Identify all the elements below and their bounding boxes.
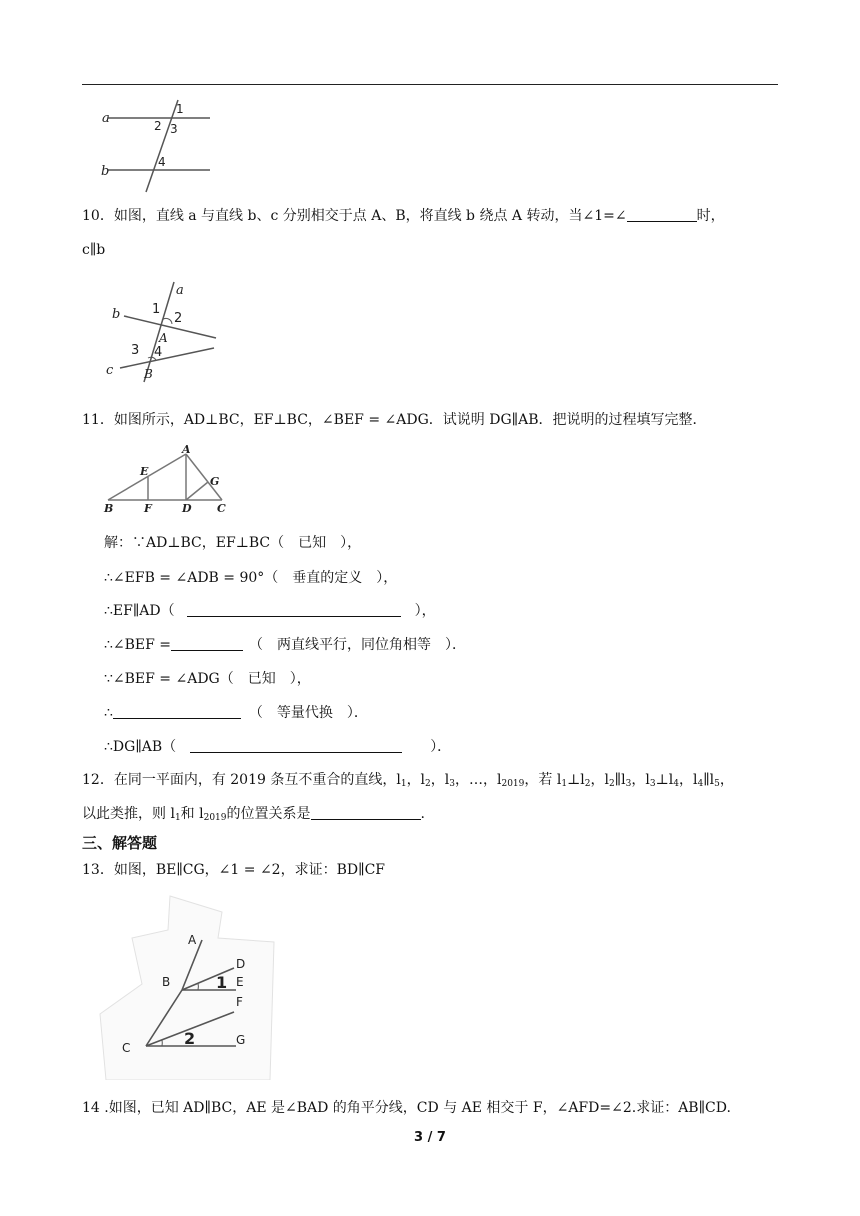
q11-step3-a: ∴EF∥AD（ xyxy=(104,603,175,619)
q11-step6-blank[interactable] xyxy=(113,703,241,719)
q11-step4-blank[interactable] xyxy=(171,635,243,651)
fig10-label-A: A xyxy=(159,331,168,345)
q11-step7-a: ∴DG∥AB（ xyxy=(104,739,177,755)
q12-line2: 以此类推，则 $l_1$和 $l_{2019}$的位置关系是 . xyxy=(82,806,425,823)
fig11-label-B: B xyxy=(104,502,114,514)
fig9-label-b: b xyxy=(101,164,110,179)
fig10-label-c: c xyxy=(106,363,114,378)
fig10-label-1: 1 xyxy=(152,302,161,317)
figure-q13 xyxy=(98,894,278,1080)
fig13-label-C: C xyxy=(122,1041,131,1055)
q11-step6-a: ∴ xyxy=(104,705,113,721)
header-rule xyxy=(82,84,778,85)
fig10-label-b: b xyxy=(112,307,121,322)
fig10-label-3: 3 xyxy=(131,343,140,358)
q11-step7-b: ）． xyxy=(430,739,452,755)
q10-text-b: 时， xyxy=(696,208,725,224)
q10-blank[interactable] xyxy=(627,206,697,222)
q11-step6 xyxy=(104,703,368,723)
q12-blank[interactable] xyxy=(311,804,421,820)
fig9-label-4: 4 xyxy=(158,155,166,169)
figure-q10 xyxy=(104,278,224,384)
q11-step3-b: ）， xyxy=(414,603,436,619)
q10-text-a: 10．如图，直线 a 与直线 b、c 分别相交于点 A、B，将直线 b 绕点 A 转动，当∠1=∠ xyxy=(82,208,627,224)
q11-step4-b: （ 两直线平行，同位角相等 ）． xyxy=(249,637,467,653)
q11-question: 11．如图所示，AD⊥BC，EF⊥BC，∠BEF = ∠ADG．试说明 DG∥AB．把说明的过程填写完整． xyxy=(82,412,707,428)
fig9-label-1: 1 xyxy=(176,102,184,116)
q11-step3 xyxy=(104,601,436,621)
q11-step6-b: （ 等量代换 ）． xyxy=(248,705,368,721)
fig13-label-G: G xyxy=(236,1033,246,1047)
q11-step4 xyxy=(104,635,466,655)
q13-question: 13．如图，BE∥CG，∠1 = ∠2，求证：BD∥CF xyxy=(82,862,385,878)
q11-step7-blank[interactable] xyxy=(190,737,402,753)
q10-line2: c∥b xyxy=(82,242,106,258)
fig13-label-D: D xyxy=(236,957,246,971)
section-title: 三、解答题 xyxy=(82,834,158,852)
fig10-label-B: B xyxy=(144,367,153,381)
q11-step5: ∵∠BEF = ∠ADG（ 已知 ）， xyxy=(104,671,311,687)
fig13-label-2: 2 xyxy=(184,1029,196,1048)
fig13-label-E: E xyxy=(236,975,244,989)
fig10-label-2: 2 xyxy=(174,311,183,326)
q12-line1: 12．在同一平面内，有 2019 条互不重合的直线，$l_1$，$l_2$，$l_3$，…，$l_{2019}$，若 $l_1\perp l_2$，$l_2\parallel l_3$，$l_3\perp l_4$，$l_4\parallel l_5$， xyxy=(82,772,734,789)
fig9-label-2: 2 xyxy=(154,119,162,133)
fig11-label-E: E xyxy=(140,465,149,478)
fig11-label-A: A xyxy=(182,444,191,456)
fig9-label-3: 3 xyxy=(170,122,178,136)
q14-question: 14 .如图，已知 AD∥BC，AE 是∠BAD 的角平分线，CD 与 AE 相交于 F，∠AFD=∠2.求证：AB∥CD. xyxy=(82,1100,731,1116)
fig10-label-a: a xyxy=(176,283,184,298)
fig13-label-A: A xyxy=(188,933,197,947)
page-number: 3 / 7 xyxy=(414,1130,446,1145)
fig13-label-F: F xyxy=(236,995,243,1009)
fig11-label-F: F xyxy=(144,502,152,514)
figure-q11 xyxy=(100,444,230,514)
figure-q9 xyxy=(96,98,226,194)
q11-step1: 解：∵AD⊥BC，EF⊥BC（ 已知 ）， xyxy=(104,535,362,551)
q11-step3-blank[interactable] xyxy=(187,601,401,617)
fig11-label-D: D xyxy=(182,502,192,514)
q11-step7 xyxy=(104,737,451,757)
fig10-label-4: 4 xyxy=(154,345,163,360)
q10-line1 xyxy=(82,206,725,226)
q11-step2: ∴∠EFB = ∠ADB = 90°（ 垂直的定义 ）， xyxy=(104,570,398,586)
fig13-label-1: 1 xyxy=(216,973,228,992)
q11-step4-a: ∴∠BEF = xyxy=(104,637,172,653)
fig9-label-a: a xyxy=(102,111,110,126)
fig13-label-B: B xyxy=(162,975,171,989)
fig11-label-G: G xyxy=(210,475,220,488)
fig11-label-C: C xyxy=(217,502,226,514)
